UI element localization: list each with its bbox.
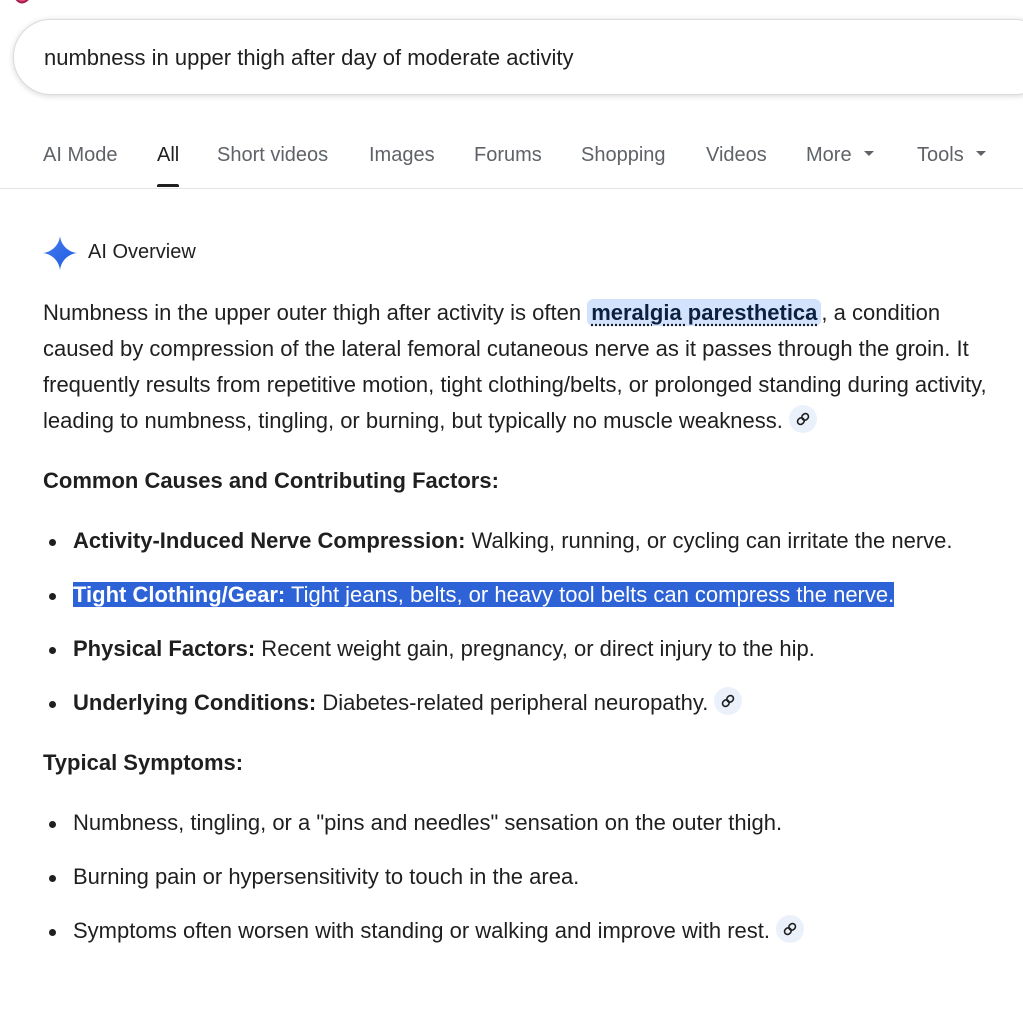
list-item (73, 631, 993, 667)
list-item (73, 577, 993, 613)
caret-down-icon (864, 151, 874, 156)
tab-tools[interactable] (917, 144, 986, 187)
ai-sparkle-icon (43, 236, 77, 270)
tab-short-videos[interactable] (217, 144, 328, 187)
causes-heading: Common Causes and Contributing Factors: (43, 468, 499, 493)
intro-paragraph (43, 295, 993, 439)
symptoms-list (43, 805, 993, 949)
symptoms-heading: Typical Symptoms: (43, 750, 244, 775)
search-input[interactable] (44, 43, 944, 73)
doodle-icon[interactable] (8, 0, 34, 12)
selected-text (73, 582, 894, 607)
item-text: Recent weight gain, pregnancy, or direct injury to the hip. (255, 636, 815, 661)
tab-ai-mode[interactable] (43, 144, 117, 187)
causes-list (43, 523, 993, 721)
tab-label: More (806, 144, 852, 166)
list-item (73, 523, 993, 559)
link-icon (782, 921, 798, 937)
tab-forums[interactable] (474, 144, 542, 187)
intro-text: , a condition caused by compression of the lateral femoral cutaneous nerve as it passes through the groin. It frequently results from repetitive motion, tight clothing/belts, or prolonged standing during activity, leading to numbness, tingling, or burning, but typically no muscle weakness. (43, 300, 987, 433)
item-text: Walking, running, or cycling can irritate the nerve. (465, 528, 953, 553)
intro-text: Numbness in the upper outer thigh after activity is often (43, 300, 588, 325)
caret-down-icon (976, 151, 986, 156)
link-icon (720, 693, 736, 709)
tab-label: Tools (917, 144, 964, 166)
ai-overview-content (43, 295, 993, 949)
list-item: Numbness, tingling, or a "pins and needles" sensation on the outer thigh. (73, 805, 993, 841)
tab-label: Forums (474, 144, 542, 166)
tab-videos[interactable] (706, 144, 767, 187)
link-icon (795, 411, 811, 427)
tab-label: All (157, 144, 180, 166)
item-bold: Activity-Induced Nerve Compression: (73, 528, 466, 553)
tab-label: Videos (706, 144, 767, 166)
list-item (73, 913, 993, 949)
tab-label: AI Mode (43, 144, 118, 166)
item-text: Symptoms often worsen with standing or walking and improve with rest. (73, 918, 770, 943)
item-bold: Underlying Conditions: (73, 690, 317, 715)
tab-label: Shopping (581, 144, 666, 166)
item-bold: Tight Clothing/Gear: (73, 582, 286, 607)
tab-shopping[interactable] (581, 144, 666, 187)
tab-images[interactable] (369, 144, 435, 187)
tab-label: Short videos (217, 144, 329, 166)
tab-more[interactable] (806, 144, 874, 187)
term-meralgia-paresthetica[interactable]: meralgia paresthetica (587, 299, 821, 326)
list-item (73, 685, 993, 721)
source-link-button[interactable] (714, 687, 742, 715)
item-text: Diabetes-related peripheral neuropathy. (316, 690, 709, 715)
source-link-button[interactable] (776, 915, 804, 943)
ai-overview-title: AI Overview (88, 241, 196, 263)
tab-label: Images (369, 144, 435, 166)
list-item: Burning pain or hypersensitivity to touch in the area. (73, 859, 993, 895)
search-bar[interactable] (13, 19, 1023, 95)
source-link-button[interactable] (789, 405, 817, 433)
item-bold: Physical Factors: (73, 636, 256, 661)
tab-all[interactable] (157, 144, 179, 187)
search-tabs (0, 128, 1023, 189)
item-text: Tight jeans, belts, or heavy tool belts can compress the nerve. (285, 582, 895, 607)
